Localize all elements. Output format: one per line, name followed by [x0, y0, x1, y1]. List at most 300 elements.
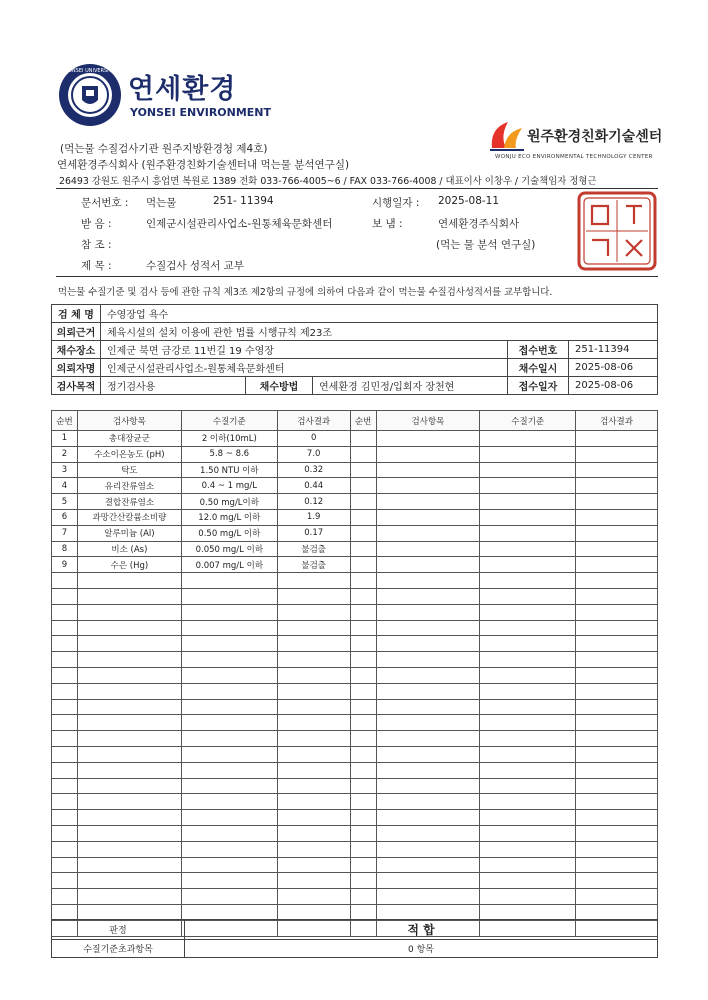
table-row: [52, 509, 658, 525]
empty-cell: [376, 683, 480, 699]
place: 인제군 북면 금강로 11번길 19 수영장: [101, 341, 508, 359]
empty-cell: [277, 746, 350, 762]
issue-date: 2025-08-11: [438, 195, 500, 207]
empty-cell: [376, 446, 480, 462]
empty-cell: [480, 715, 576, 731]
empty-cell: [77, 715, 181, 731]
empty-cell: [181, 573, 277, 589]
empty-cell: [181, 857, 277, 873]
center-logo-icon: [488, 118, 528, 152]
row-no: 7: [52, 525, 78, 541]
empty-cell: [350, 841, 376, 857]
row-item: 탁도: [77, 462, 181, 478]
row-no: 1: [52, 431, 78, 447]
empty-cell: [52, 604, 78, 620]
row-standard: 0.007 mg/L 이하: [181, 557, 277, 573]
empty-cell: [480, 620, 576, 636]
empty-cell: [52, 778, 78, 794]
empty-cell: [576, 825, 658, 841]
empty-cell: [576, 509, 658, 525]
row-result: 1.9: [277, 509, 350, 525]
col-result: 검사결과: [277, 411, 350, 431]
empty-cell: [77, 573, 181, 589]
empty-cell: [77, 841, 181, 857]
row-result: 0.12: [277, 494, 350, 510]
empty-cell: [376, 431, 480, 447]
empty-row: [52, 794, 658, 810]
empty-row: [52, 699, 658, 715]
empty-cell: [77, 588, 181, 604]
empty-cell: [181, 620, 277, 636]
empty-cell: [576, 715, 658, 731]
empty-cell: [376, 857, 480, 873]
empty-row: [52, 652, 658, 668]
empty-cell: [181, 825, 277, 841]
doc-no-type: 먹는물: [146, 197, 177, 209]
empty-cell: [77, 873, 181, 889]
recipient-label: 받 음 :: [81, 218, 112, 230]
empty-cell: [77, 620, 181, 636]
empty-cell: [277, 699, 350, 715]
empty-cell: [277, 667, 350, 683]
receipt-no: 251-11394: [569, 341, 658, 359]
empty-cell: [350, 446, 376, 462]
subject: 수질검사 성적서 교부: [146, 260, 244, 272]
empty-row: [52, 873, 658, 889]
empty-cell: [181, 873, 277, 889]
empty-cell: [376, 762, 480, 778]
doc-no: 251- 11394: [213, 195, 274, 207]
empty-cell: [376, 604, 480, 620]
empty-cell: [350, 636, 376, 652]
empty-cell: [52, 794, 78, 810]
empty-cell: [350, 652, 376, 668]
empty-row: [52, 904, 658, 920]
empty-cell: [52, 715, 78, 731]
empty-cell: [52, 889, 78, 905]
sender-label: 보 냄 :: [372, 218, 403, 230]
row-no: 8: [52, 541, 78, 557]
empty-cell: [576, 889, 658, 905]
empty-cell: [350, 557, 376, 573]
empty-cell: [77, 762, 181, 778]
row-standard: 2 이하(10mL): [181, 431, 277, 447]
center-name-en: WONJU ECO ENVIRONMENTAL TECHNOLOGY CENTER: [495, 154, 653, 160]
table-row: [52, 525, 658, 541]
empty-cell: [576, 652, 658, 668]
table-row: [52, 478, 658, 494]
col-standard: 수질기준: [181, 411, 277, 431]
empty-cell: [181, 889, 277, 905]
empty-cell: [52, 904, 78, 920]
empty-row: [52, 573, 658, 589]
empty-cell: [376, 794, 480, 810]
empty-cell: [480, 541, 576, 557]
row-standard: 1.50 NTU 이하: [181, 462, 277, 478]
empty-cell: [52, 683, 78, 699]
empty-cell: [576, 525, 658, 541]
receipt-date-label: 접수일자: [508, 377, 569, 395]
empty-row: [52, 683, 658, 699]
empty-row: [52, 810, 658, 826]
empty-row: [52, 857, 658, 873]
row-no: 2: [52, 446, 78, 462]
empty-cell: [77, 699, 181, 715]
empty-cell: [376, 620, 480, 636]
empty-cell: [480, 588, 576, 604]
empty-cell: [376, 478, 480, 494]
empty-cell: [277, 731, 350, 747]
empty-cell: [576, 841, 658, 857]
empty-cell: [52, 667, 78, 683]
empty-cell: [52, 573, 78, 589]
empty-cell: [77, 683, 181, 699]
row-item: 수은 (Hg): [77, 557, 181, 573]
row-result: 0.44: [277, 478, 350, 494]
row-no: 9: [52, 557, 78, 573]
table-row: [52, 541, 658, 557]
brand-name-en: YONSEI ENVIRONMENT: [130, 106, 272, 119]
empty-cell: [480, 794, 576, 810]
empty-cell: [52, 636, 78, 652]
judgement-value: 적 합: [185, 920, 658, 940]
empty-cell: [576, 604, 658, 620]
date-label: 시행일자 :: [372, 197, 420, 209]
empty-cell: [77, 810, 181, 826]
empty-cell: [52, 588, 78, 604]
empty-cell: [277, 636, 350, 652]
empty-cell: [480, 478, 576, 494]
empty-cell: [181, 841, 277, 857]
empty-cell: [77, 794, 181, 810]
empty-cell: [376, 462, 480, 478]
empty-cell: [277, 652, 350, 668]
empty-cell: [277, 778, 350, 794]
empty-cell: [350, 715, 376, 731]
empty-cell: [277, 841, 350, 857]
doc-no-label: 문서번호 :: [81, 197, 129, 209]
empty-cell: [480, 494, 576, 510]
empty-cell: [480, 604, 576, 620]
empty-cell: [277, 825, 350, 841]
empty-cell: [181, 667, 277, 683]
empty-row: [52, 588, 658, 604]
empty-cell: [77, 636, 181, 652]
empty-cell: [376, 810, 480, 826]
empty-cell: [480, 462, 576, 478]
sample-info-table: [51, 304, 658, 395]
basis: 체육시설의 설치 이용에 관한 법률 시행규칙 제23조: [101, 323, 658, 341]
empty-cell: [480, 857, 576, 873]
empty-row: [52, 667, 658, 683]
empty-cell: [277, 588, 350, 604]
empty-cell: [350, 889, 376, 905]
empty-cell: [576, 478, 658, 494]
empty-cell: [181, 794, 277, 810]
results-header-row: [52, 411, 658, 431]
empty-cell: [350, 746, 376, 762]
empty-cell: [576, 588, 658, 604]
empty-cell: [376, 904, 480, 920]
judgement-label: 판정: [52, 920, 185, 940]
header-divider: [56, 188, 658, 189]
exceed-value: 0 항목: [185, 940, 658, 958]
empty-cell: [77, 825, 181, 841]
empty-cell: [350, 825, 376, 841]
empty-cell: [277, 794, 350, 810]
empty-cell: [77, 904, 181, 920]
row-result: 불검출: [277, 541, 350, 557]
row-standard: 0.050 mg/L 이하: [181, 541, 277, 557]
empty-cell: [77, 778, 181, 794]
empty-cell: [277, 904, 350, 920]
empty-cell: [576, 857, 658, 873]
empty-cell: [480, 667, 576, 683]
empty-cell: [376, 778, 480, 794]
row-no: 5: [52, 494, 78, 510]
table-row: [52, 446, 658, 462]
empty-cell: [277, 573, 350, 589]
empty-cell: [181, 778, 277, 794]
empty-cell: [350, 762, 376, 778]
method-label: 채수방법: [246, 377, 313, 395]
empty-cell: [576, 778, 658, 794]
row-standard: 12.0 mg/L 이하: [181, 509, 277, 525]
empty-cell: [350, 683, 376, 699]
judgement-table: [51, 919, 658, 958]
empty-cell: [376, 494, 480, 510]
empty-cell: [576, 573, 658, 589]
empty-cell: [52, 699, 78, 715]
col-no-2: 순번: [350, 411, 376, 431]
client: 인제군시설관리사업소-원통체육문화센터: [101, 359, 508, 377]
empty-cell: [480, 683, 576, 699]
empty-cell: [350, 525, 376, 541]
col-no: 순번: [52, 411, 78, 431]
empty-cell: [52, 762, 78, 778]
empty-row: [52, 825, 658, 841]
empty-cell: [52, 746, 78, 762]
client-label: 의뢰자명: [52, 359, 101, 377]
sample-name: 수영장업 욕수: [101, 305, 658, 323]
intro-text: 먹는물 수질기준 및 검사 등에 관한 규칙 제3조 제2항의 규정에 의하여 다음과 같이 먹는물 수질검사성적서를 교부합니다.: [58, 287, 553, 298]
empty-cell: [77, 652, 181, 668]
empty-cell: [350, 904, 376, 920]
empty-row: [52, 762, 658, 778]
empty-cell: [480, 825, 576, 841]
subject-label: 제 목 :: [81, 260, 112, 272]
empty-cell: [480, 778, 576, 794]
sample-date-label: 채수일시: [508, 359, 569, 377]
svg-text:YONSEI UNIVERSITY: YONSEI UNIVERSITY: [65, 68, 115, 74]
company-line: 연세환경주식회사 (원주환경친화기술센터내 먹는물 분석연구실): [57, 159, 350, 171]
row-item: 비소 (As): [77, 541, 181, 557]
empty-cell: [350, 494, 376, 510]
empty-cell: [350, 810, 376, 826]
empty-cell: [77, 667, 181, 683]
empty-cell: [350, 873, 376, 889]
empty-cell: [52, 810, 78, 826]
sender-sub: (먹는 물 분석 연구실): [436, 239, 536, 251]
basis-label: 의뢰근거: [52, 323, 101, 341]
empty-cell: [480, 509, 576, 525]
empty-cell: [277, 873, 350, 889]
empty-cell: [181, 731, 277, 747]
empty-cell: [277, 604, 350, 620]
empty-cell: [376, 525, 480, 541]
empty-cell: [376, 699, 480, 715]
empty-cell: [77, 746, 181, 762]
empty-cell: [277, 620, 350, 636]
empty-row: [52, 715, 658, 731]
empty-cell: [277, 715, 350, 731]
table-row: [52, 462, 658, 478]
receipt-date: 2025-08-06: [569, 377, 658, 395]
empty-cell: [181, 715, 277, 731]
empty-cell: [576, 810, 658, 826]
empty-cell: [576, 731, 658, 747]
empty-cell: [480, 652, 576, 668]
empty-cell: [277, 889, 350, 905]
empty-cell: [277, 762, 350, 778]
place-label: 채수장소: [52, 341, 101, 359]
empty-cell: [350, 462, 376, 478]
company-seal-stamp: [576, 190, 658, 272]
empty-cell: [52, 841, 78, 857]
address-line: 26493 강원도 원주시 흥업면 복원로 1389 전화 033-766-4005~6 / FAX 033-766-4008 / 대표이사 이창우 / 기술책임자 정형근: [59, 176, 597, 187]
empty-cell: [52, 857, 78, 873]
row-result: 0: [277, 431, 350, 447]
empty-cell: [350, 857, 376, 873]
empty-cell: [480, 904, 576, 920]
row-standard: 0.50 mg/L 이하: [181, 525, 277, 541]
institution-license: (먹는물 수질검사기관 원주지방환경청 제4호): [60, 143, 268, 155]
empty-cell: [576, 667, 658, 683]
empty-cell: [350, 509, 376, 525]
row-no: 3: [52, 462, 78, 478]
empty-row: [52, 636, 658, 652]
yonsei-seal-logo: [57, 62, 123, 128]
empty-cell: [376, 825, 480, 841]
row-item: 유리잔류염소: [77, 478, 181, 494]
meta-divider: [56, 276, 658, 277]
empty-cell: [576, 683, 658, 699]
empty-cell: [181, 636, 277, 652]
method: 연세환경 김민정/입회자 장천현: [313, 377, 508, 395]
row-item: 알루미늄 (Al): [77, 525, 181, 541]
empty-cell: [480, 557, 576, 573]
empty-cell: [480, 746, 576, 762]
sample-name-label: 검 체 명: [52, 305, 101, 323]
empty-cell: [376, 509, 480, 525]
empty-row: [52, 746, 658, 762]
row-no: 4: [52, 478, 78, 494]
empty-cell: [576, 699, 658, 715]
empty-cell: [576, 620, 658, 636]
empty-cell: [376, 715, 480, 731]
empty-cell: [480, 810, 576, 826]
row-result: 0.32: [277, 462, 350, 478]
col-result-2: 검사결과: [576, 411, 658, 431]
empty-cell: [350, 778, 376, 794]
row-no: 6: [52, 509, 78, 525]
row-standard: 0.4 ~ 1 mg/L: [181, 478, 277, 494]
results-table: [51, 410, 658, 937]
empty-cell: [480, 762, 576, 778]
empty-cell: [277, 810, 350, 826]
purpose: 정기검사용: [101, 377, 246, 395]
receipt-no-label: 접수번호: [508, 341, 569, 359]
empty-cell: [376, 667, 480, 683]
empty-cell: [52, 652, 78, 668]
empty-cell: [376, 889, 480, 905]
empty-cell: [576, 873, 658, 889]
center-name: 원주환경친화기술센터: [527, 129, 663, 145]
empty-row: [52, 731, 658, 747]
empty-cell: [576, 762, 658, 778]
empty-cell: [480, 699, 576, 715]
empty-cell: [376, 731, 480, 747]
empty-cell: [350, 541, 376, 557]
empty-cell: [181, 904, 277, 920]
empty-cell: [576, 431, 658, 447]
ref-label: 참 조 :: [81, 239, 112, 251]
empty-cell: [376, 541, 480, 557]
empty-row: [52, 889, 658, 905]
empty-row: [52, 778, 658, 794]
row-item: 수소이온농도 (pH): [77, 446, 181, 462]
empty-cell: [376, 636, 480, 652]
col-item-2: 검사항목: [376, 411, 480, 431]
empty-cell: [480, 431, 576, 447]
sample-date: 2025-08-06: [569, 359, 658, 377]
empty-cell: [77, 731, 181, 747]
empty-cell: [376, 841, 480, 857]
empty-cell: [576, 904, 658, 920]
empty-cell: [52, 620, 78, 636]
empty-cell: [350, 431, 376, 447]
empty-cell: [480, 636, 576, 652]
row-standard: 5.8 ~ 8.6: [181, 446, 277, 462]
empty-cell: [480, 889, 576, 905]
empty-cell: [376, 873, 480, 889]
empty-cell: [480, 573, 576, 589]
empty-cell: [376, 588, 480, 604]
empty-cell: [576, 462, 658, 478]
row-item: 결합잔류염소: [77, 494, 181, 510]
empty-cell: [576, 557, 658, 573]
empty-cell: [576, 636, 658, 652]
empty-cell: [576, 541, 658, 557]
row-item: 총대장균군: [77, 431, 181, 447]
empty-cell: [181, 762, 277, 778]
empty-cell: [181, 699, 277, 715]
empty-cell: [480, 841, 576, 857]
table-row: [52, 431, 658, 447]
empty-cell: [350, 478, 376, 494]
empty-cell: [77, 604, 181, 620]
empty-cell: [350, 699, 376, 715]
recipient: 인제군시설관리사업소-원통체육문화센터: [146, 218, 333, 230]
empty-cell: [350, 620, 376, 636]
empty-cell: [376, 557, 480, 573]
sender: 연세환경주식회사: [438, 218, 520, 230]
empty-cell: [576, 794, 658, 810]
empty-cell: [350, 588, 376, 604]
empty-cell: [181, 652, 277, 668]
row-standard: 0.50 mg/L이하: [181, 494, 277, 510]
empty-cell: [350, 573, 376, 589]
